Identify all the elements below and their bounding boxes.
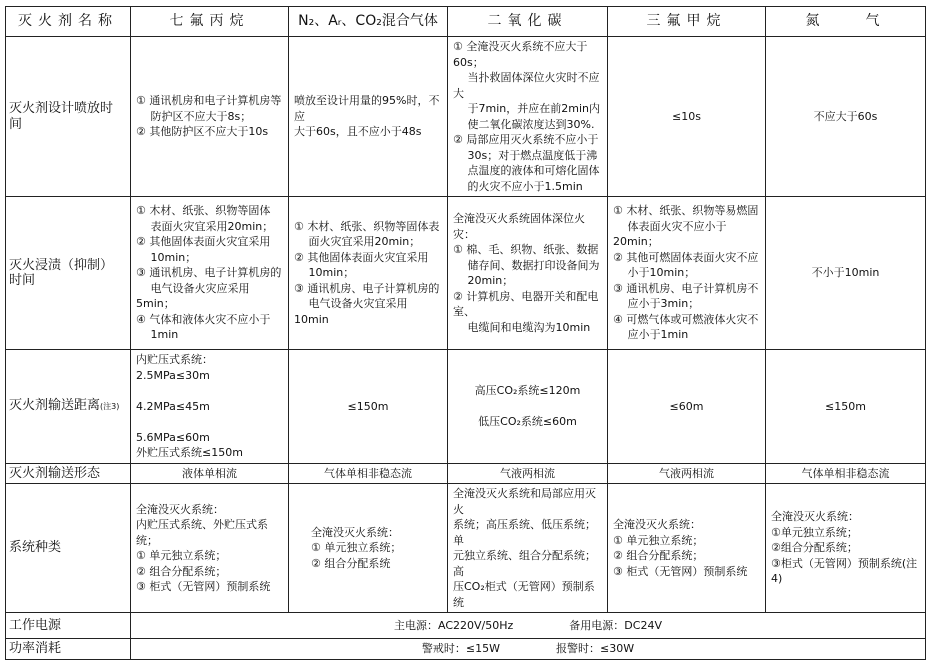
- row-label: 灭火浸渍（抑制）时间: [6, 197, 131, 350]
- table-cell: 全淹没灭火系统： ① 单元独立系统； ② 组合分配系统； ③ 柜式（无管网）预制系统: [608, 484, 766, 613]
- table-cell: 全淹没灭火系统： ①单元独立系统； ②组合分配系统； ③柜式（无管网）预制系统(注4): [766, 484, 926, 613]
- row-label-text: 灭火剂输送距离: [9, 398, 101, 413]
- row-label: 灭火剂输送形态: [6, 463, 131, 484]
- table-cell: ≤150m: [766, 350, 926, 464]
- table-cell: 气液两相流: [608, 463, 766, 484]
- power-supply-row: [6, 613, 926, 639]
- row-label: 系统种类: [6, 484, 131, 613]
- table-cell: ① 通讯机房和电子计算机房等 防护区不应大于8s； ② 其他防护区不应大于10s: [131, 37, 289, 197]
- row-label: 灭火剂设计喷放时间: [6, 37, 131, 197]
- extinguishing-agent-comparison-table: [5, 6, 926, 660]
- table-row: [6, 350, 926, 464]
- header-ig541: N₂、Aᵣ、CO₂混合气体: [289, 7, 448, 37]
- table-cell: 高压CO₂系统≤120m 低压CO₂系统≤60m: [448, 350, 608, 464]
- table-cell: ① 木材、纸张、织物等固体 表面火灾宜采用20min； ② 其他固体表面火灾宜采用 10min； ③ 通讯机房、电子计算机房的 电气设备火灾应采用5min； ④ 气体和液体火灾不应小于 1min: [131, 197, 289, 350]
- power-consumption-cell: [131, 639, 926, 660]
- table-row: [6, 197, 926, 350]
- table-cell: ① 木材、纸张、织物等易燃固 体表面火灾不应小于20min； ② 其他可燃固体表面火灾不应 小于10min； ③ 通讯机房、电子计算机房不 应小于3min； ④ 可燃气体或可燃液体火灾不 应小于1min: [608, 197, 766, 350]
- header-row: [6, 7, 926, 37]
- table-cell: 全淹没灭火系统： 内贮压式系统、外贮压式系统； ① 单元独立系统； ② 组合分配系统； ③ 柜式（无管网）预制系统: [131, 484, 289, 613]
- header-hfc227ea: 七氟丙烷: [131, 7, 289, 37]
- row-label: 工作电源: [6, 613, 131, 639]
- table-cell: 气体单相非稳态流: [289, 463, 448, 484]
- table-cell: 喷放至设计用量的95%时，不应 大于60s，且不应小于48s: [289, 37, 448, 197]
- header-co2: 二氧化碳: [448, 7, 608, 37]
- table-row: [6, 37, 926, 197]
- table-cell: 气液两相流: [448, 463, 608, 484]
- table-cell: ≤60m: [608, 350, 766, 464]
- header-nitrogen: 氮 气: [766, 7, 926, 37]
- table-cell: ≤10s: [608, 37, 766, 197]
- main-power: 主电源：AC220V/50Hz: [394, 618, 514, 632]
- power-consumption-row: [6, 639, 926, 660]
- table-cell: 液体单相流: [131, 463, 289, 484]
- table-cell: 不应大于60s: [766, 37, 926, 197]
- table-cell: ≤150m: [289, 350, 448, 464]
- alarm-power: 报警时：≤30W: [556, 642, 635, 655]
- table-cell: 全淹没灭火系统固体深位火灾： ① 棉、毛、织物、纸张、数据 储存间、数据打印设备间为 20min； ② 计算机房、电器开关和配电室、 电缆间和电缆沟为10min: [448, 197, 608, 350]
- table-cell: 内贮压式系统：2.5MPa≤30m 4.2MPa≤45m 5.6MPa≤60m 外贮压式系统≤150m: [131, 350, 289, 464]
- table-cell: 不小于10min: [766, 197, 926, 350]
- standby-power: 警戒时：≤15W: [421, 642, 500, 655]
- footnote-ref: (注3): [100, 402, 120, 411]
- table-row: [6, 463, 926, 484]
- table-cell: ① 木材、纸张、织物等固体表 面火灾宜采用20min； ② 其他固体表面火灾宜采用 10min； ③ 通讯机房、电子计算机房的 电气设备火灾宜采用10min: [289, 197, 448, 350]
- header-agent-name: 灭火剂名称: [6, 7, 131, 37]
- table-cell: ① 全淹没灭火系统不应大于60s； 当扑救固体深位火灾时不应大 于7min，并应在前2min内 使二氧化碳浓度达到30%. ② 局部应用灭火系统不应小于 30s；对于燃点温度低于沸 点温度的液体和可熔化固体 的火灾不应小于1.5min: [448, 37, 608, 197]
- row-label: [6, 350, 131, 464]
- table-cell: 全淹没灭火系统： ① 单元独立系统； ② 组合分配系统: [289, 484, 448, 613]
- power-supply-cell: [131, 613, 926, 639]
- backup-power: 备用电源：DC24V: [569, 618, 662, 632]
- table-cell: 气体单相非稳态流: [766, 463, 926, 484]
- row-label: 功率消耗: [6, 639, 131, 660]
- table-cell: 全淹没灭火系统和局部应用灭火 系统；高压系统、低压系统；单 元独立系统、组合分配系统；高 压CO₂柜式（无管网）预制系统: [448, 484, 608, 613]
- table-row: [6, 484, 926, 613]
- header-hfc23: 三氟甲烷: [608, 7, 766, 37]
